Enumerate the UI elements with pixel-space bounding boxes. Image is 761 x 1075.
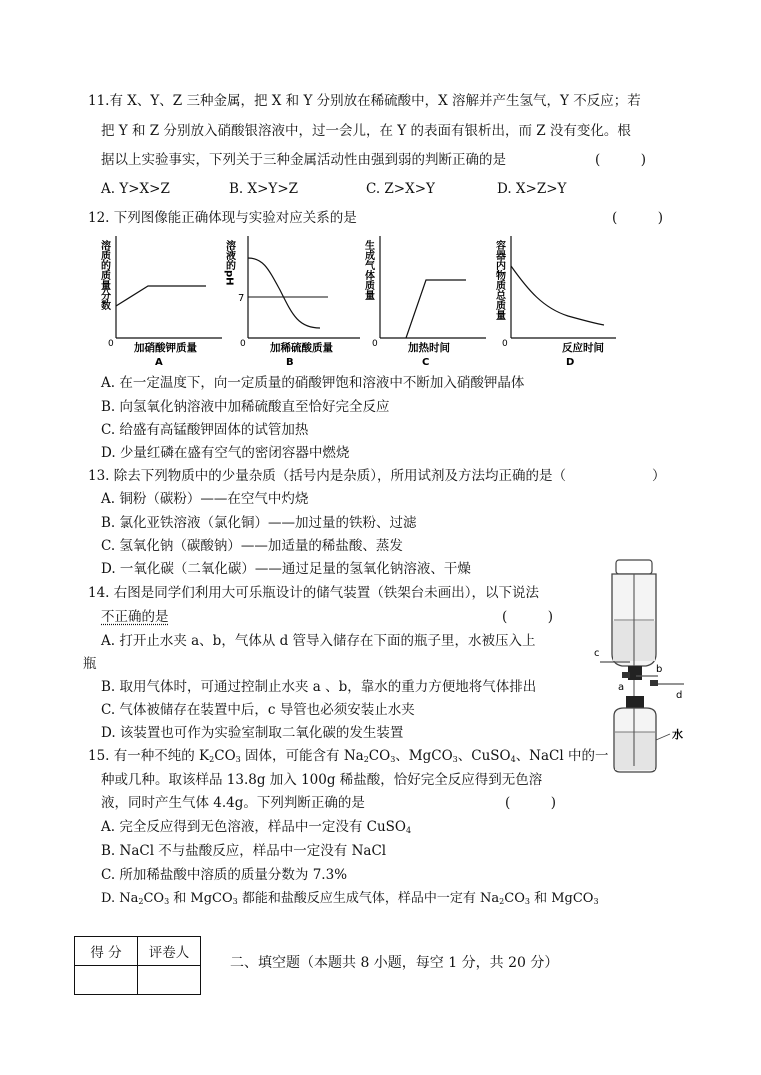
graph-c-letter: C <box>422 357 430 368</box>
graph-a <box>99 236 223 368</box>
grader-label: 评卷人 <box>138 937 201 966</box>
graph-b-ylabel: 溶液的pH <box>223 240 235 286</box>
score-input-cell[interactable] <box>75 966 138 995</box>
q11-option-c: C. Z>X>Y <box>366 181 435 197</box>
q11-answer-paren[interactable]: ( ) <box>595 152 647 168</box>
label-b: b <box>656 664 663 675</box>
score-label: 得 分 <box>75 937 138 966</box>
graph-a-xlabel: 加硝酸钾质量 <box>134 342 197 354</box>
graph-a-origin: 0 <box>108 339 114 349</box>
graph-b-mark-7: 7 <box>238 293 245 304</box>
q15-option-b: B. NaCl 不与盐酸反应，样品中一定没有 NaCl <box>101 843 387 859</box>
graph-c-origin: 0 <box>372 339 378 349</box>
graph-c <box>363 236 487 368</box>
q15-line3: 液，同时产生气体 4.4g。下列判断正确的是 <box>101 795 365 811</box>
label-d: d <box>676 690 683 701</box>
label-a: a <box>618 682 625 693</box>
q11-line2: 把 Y 和 Z 分别放入硝酸银溶液中，过一会儿，在 Y 的表面有银析出，而 Z 没有变化。根 <box>101 123 631 139</box>
q13-stem: 13. 除去下列物质中的少量杂质（括号内是杂质），所用试剂及方法均正确的是（ <box>88 468 567 484</box>
q12-option-c: C. 给盛有高锰酸钾固体的试管加热 <box>101 422 309 438</box>
q12-option-b: B. 向氢氧化钠溶液中加稀硫酸直至恰好完全反应 <box>101 399 390 415</box>
label-water: 水 <box>672 728 683 741</box>
q13-option-b: B. 氯化亚铁溶液（氯化铜）——加过量的铁粉、过滤 <box>101 515 417 531</box>
q11-option-b: B. X>Y>Z <box>229 181 299 197</box>
q14-option-d: D. 该装置也可作为实验室制取二氧化碳的发生装置 <box>101 725 404 741</box>
graph-c-xlabel: 加热时间 <box>408 342 450 354</box>
q11-option-a: A. Y>X>Z <box>101 181 170 197</box>
score-table <box>74 936 201 995</box>
q15-option-a: A. 完全反应得到无色溶液，样品中一定没有 CuSO$_4$ <box>101 819 412 835</box>
graph-b <box>224 236 361 368</box>
q14-line2: 不正确的是 <box>101 609 169 625</box>
graph-a-ylabel: 溶质的质量分数 <box>98 240 110 310</box>
graph-d <box>494 236 617 368</box>
graph-b-origin: 0 <box>240 339 246 349</box>
graph-d-origin: 0 <box>502 339 508 349</box>
q15-option-d: D. $Na_2CO_3$ 和 MgCO$_3$ 都能和盐酸反应生成气体，样品中一定有 $Na_2CO_3$ 和 MgCO$_3$ <box>101 891 599 906</box>
q13-option-c: C. 氢氧化钠（碳酸钠）——加适量的稀盐酸、蒸发 <box>101 538 403 554</box>
q12-stem: 12. 下列图像能正确体现与实验对应关系的是 <box>88 210 357 226</box>
q14-line1: 14. 右图是同学们利用大可乐瓶设计的储气装置（铁架台未画出），以下说法 <box>88 585 540 601</box>
q11-line1: 11.有 X、Y、Z 三种金属，把 X 和 Y 分别放在稀硫酸中，X 溶解并产生氢气，Y 不反应；若 <box>88 93 641 109</box>
q15-line1: 15. 有一种不纯的 $K_2CO_3$ 固体，可能含有 $Na_2CO_3$、MgCO$_3$、CuSO$_4$、NaCl 中的一 <box>88 748 609 764</box>
q14-option-a-line2: 瓶 <box>83 656 97 672</box>
q13-answer-paren[interactable]: ） <box>652 468 666 484</box>
graph-d-letter: D <box>566 357 575 368</box>
q13-option-a: A. 铜粉（碳粉）——在空气中灼烧 <box>101 491 309 507</box>
q14-option-b: B. 取用气体时，可通过控制止水夹 a 、b，靠水的重力方便地将气体排出 <box>101 679 537 695</box>
graph-d-ylabel: 容器内物质总质量 <box>493 240 505 320</box>
graph-c-ylabel: 生成气体质量 <box>362 240 374 300</box>
q14-option-a-line1: A. 打开止水夹 a、b，气体从 d 管导入储存在下面的瓶子里，水被压入上 <box>101 633 536 649</box>
q12-option-a: A. 在一定温度下，向一定质量的硝酸钾饱和溶液中不断加入硝酸钾晶体 <box>101 375 525 391</box>
q15-answer-paren[interactable]: ( ) <box>505 795 557 811</box>
q12-graphs <box>88 228 648 370</box>
section2-title: 二、填空题（本题共 8 小题，每空 1 分，共 20 分） <box>230 955 559 971</box>
graph-b-xlabel: 加稀硫酸质量 <box>270 342 333 354</box>
graph-b-letter: B <box>286 357 294 368</box>
label-c: c <box>594 648 600 659</box>
q11-option-d: D. X>Z>Y <box>497 181 567 197</box>
q11-line3: 据以上实验事实，下列关于三种金属活动性由强到弱的判断正确的是 <box>101 152 506 168</box>
q12-option-d: D. 少量红磷在盛有空气的密闭容器中燃烧 <box>101 445 350 461</box>
q15-option-c: C. 所加稀盐酸中溶质的质量分数为 7.3% <box>101 867 348 883</box>
q12-answer-paren[interactable]: ( ) <box>612 210 664 226</box>
gas-storage-apparatus <box>592 556 694 776</box>
graph-a-letter: A <box>155 357 163 368</box>
q13-option-d: D. 一氧化碳（二氧化碳）——通过足量的氢氧化钠溶液、干燥 <box>101 561 471 577</box>
grader-input-cell[interactable] <box>138 966 201 995</box>
graph-d-xlabel: 反应时间 <box>562 342 604 354</box>
q14-option-c: C. 气体被储存在装置中后，c 导管也必须安装止水夹 <box>101 702 415 718</box>
q15-line2: 种或几种。取该样品 13.8g 加入 100g 稀盐酸，恰好完全反应得到无色溶 <box>101 772 543 788</box>
q14-answer-paren[interactable]: ( ) <box>502 609 554 625</box>
